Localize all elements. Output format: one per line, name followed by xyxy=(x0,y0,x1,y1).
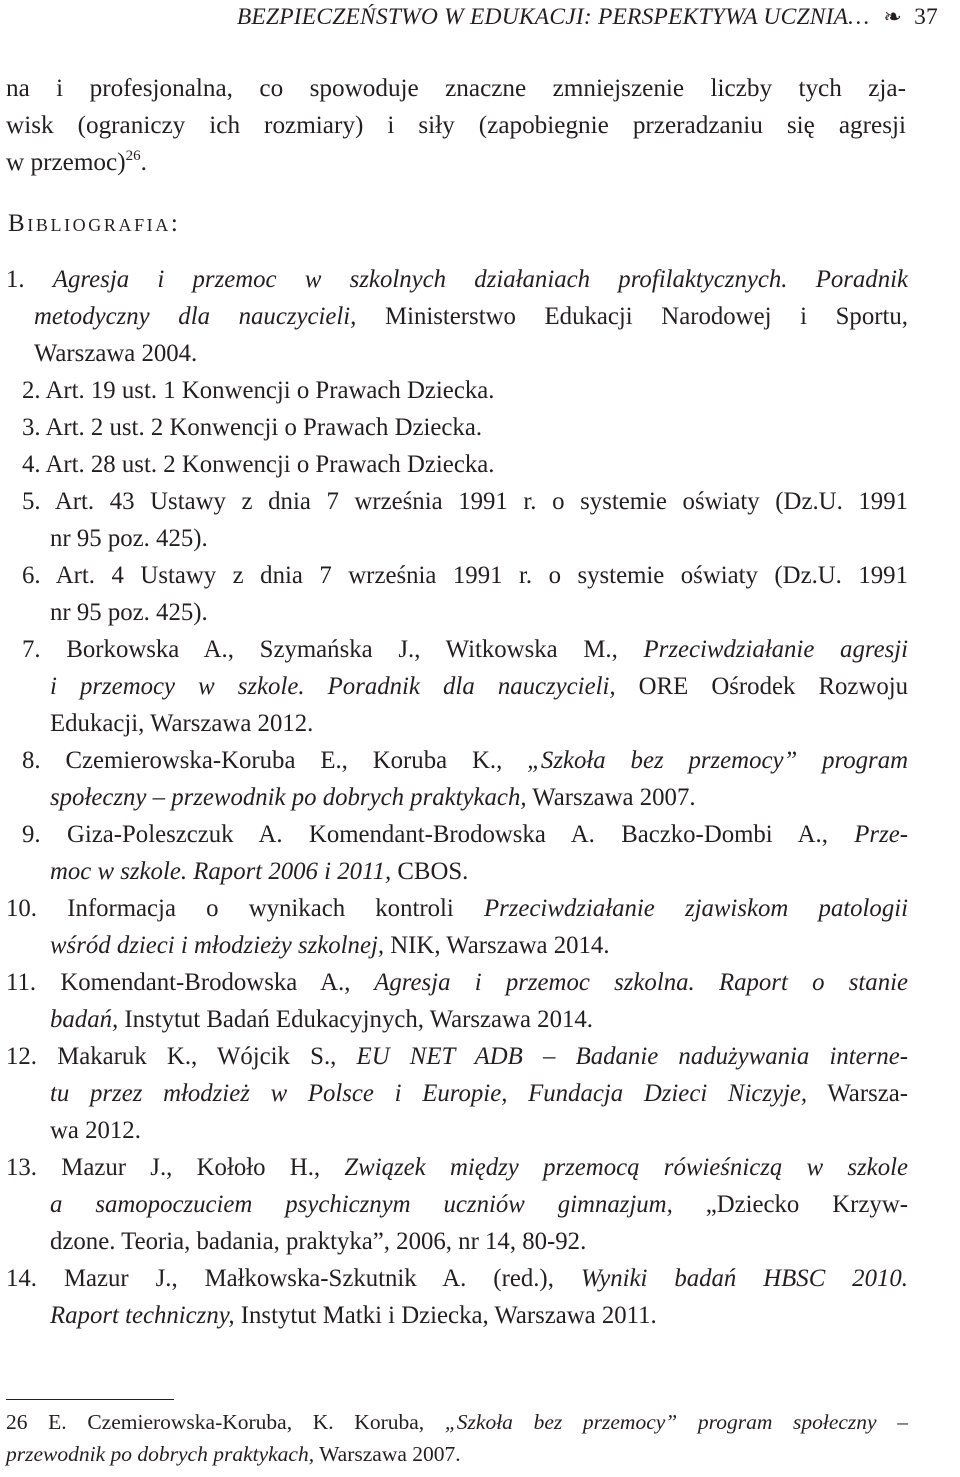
bibliography-entry xyxy=(6,1149,908,1260)
bibliography-entry xyxy=(6,1260,908,1334)
entry-line: tu przez młodzież w Polsce i Europie, Fundacja Dzieci Niczyje, Warsza- xyxy=(50,1080,908,1107)
footnote-line: przewodnik po dobrych praktykach, Warszawa 2007. xyxy=(6,1442,461,1466)
bibliography-entry xyxy=(6,483,908,557)
footnote-reference[interactable]: 26 xyxy=(125,148,141,164)
entry-line: 4. Art. 28 ust. 2 Konwencji o Prawach Dziecka. xyxy=(22,451,495,478)
bibliography-entry xyxy=(6,446,908,483)
bibliography-entry xyxy=(6,816,908,890)
entry-line: wśród dzieci i młodzieży szkolnej, NIK, Warszawa 2014. xyxy=(50,932,610,959)
entry-line: 10. Informacja o wynikach kontroli Przeciwdziałanie zjawiskom patologii xyxy=(6,895,908,922)
body-line: na i profesjonalna, co spowoduje znaczne zmniejszenie liczby tych zja- xyxy=(6,75,906,102)
entry-line: i przemocy w szkole. Poradnik dla nauczycieli, ORE Ośrodek Rozwoju xyxy=(50,673,909,700)
entry-line: Edukacji, Warszawa 2012. xyxy=(50,710,314,737)
running-header xyxy=(178,4,938,31)
fleuron-icon: ❧ xyxy=(883,4,903,29)
bibliography-entry xyxy=(6,631,908,742)
bibliography-heading: Bibliografia: xyxy=(8,210,181,237)
entry-line: Raport techniczny, Instytut Matki i Dziecka, Warszawa 2011. xyxy=(50,1302,657,1329)
entry-line: 7. Borkowska A., Szymańska J., Witkowska M., Przeciwdziałanie agresji xyxy=(22,636,909,663)
entry-line: 3. Art. 2 ust. 2 Konwencji o Prawach Dziecka. xyxy=(22,414,483,441)
body-line: w przemoc)$^{26}$. xyxy=(6,148,147,176)
bibliography-entry xyxy=(6,742,908,816)
page-number: 37 xyxy=(914,4,938,30)
footnote-line: 26 E. Czemierowska-Koruba, K. Koruba, „Szkoła bez przemocy” program społeczny – xyxy=(6,1410,908,1434)
entry-line: 8. Czemierowska-Koruba E., Koruba K., „Szkoła bez przemocy” program xyxy=(22,747,909,774)
entry-line: 2. Art. 19 ust. 1 Konwencji o Prawach Dziecka. xyxy=(22,377,495,404)
bibliography-entry xyxy=(6,557,908,631)
entry-line: wa 2012. xyxy=(50,1117,141,1144)
footnote-number: 26 xyxy=(6,1410,28,1434)
entry-line: Warszawa 2004. xyxy=(34,340,198,367)
body-line: wisk (ograniczy ich rozmiary) i siły (zapobiegnie przeradzaniu się agresji xyxy=(6,112,906,139)
entry-line: 11. Komendant-Brodowska A., Agresja i przemoc szkolna. Raport o stanie xyxy=(6,969,908,996)
entry-line: 5. Art. 43 Ustawy z dnia 7 września 1991 r. o systemie oświaty (Dz.U. 1991 xyxy=(22,488,908,515)
entry-line: 14. Mazur J., Małkowska-Szkutnik A. (red.), Wyniki badań HBSC 2010. xyxy=(6,1265,908,1292)
entry-line: 13. Mazur J., Kołoło H., Związek między przemocą rówieśniczą w szkole xyxy=(6,1154,908,1181)
footnote-divider xyxy=(6,1399,174,1400)
entry-line: nr 95 poz. 425). xyxy=(50,599,208,626)
footnote xyxy=(6,1406,908,1470)
entry-line: nr 95 poz. 425). xyxy=(50,525,208,552)
running-title: BEZPIECZEŃSTWO W EDUKACJI: PERSPEKTYWA UCZNIA… xyxy=(236,4,870,30)
entry-line: 1. Agresja i przemoc w szkolnych działaniach profilaktycznych. Poradnik xyxy=(6,266,909,293)
bibliography-entry xyxy=(6,964,908,1038)
bibliography-list xyxy=(6,261,908,1334)
entry-line: badań, Instytut Badań Edukacyjnych, Warszawa 2014. xyxy=(50,1006,593,1033)
entry-line: moc w szkole. Raport 2006 i 2011, CBOS. xyxy=(50,858,469,885)
entry-line: metodyczny dla nauczycieli, Ministerstwo Edukacji Narodowej i Sportu, xyxy=(34,303,908,330)
bibliography-entry xyxy=(6,261,908,372)
bibliography-entry xyxy=(6,890,908,964)
entry-line: 6. Art. 4 Ustawy z dnia 7 września 1991 r. o systemie oświaty (Dz.U. 1991 xyxy=(22,562,908,589)
entry-line: 12. Makaruk K., Wójcik S., EU NET ADB – Badanie nadużywania interne- xyxy=(6,1043,908,1070)
entry-line: a samopoczuciem psychicznym uczniów gimnazjum, „Dziecko Krzyw- xyxy=(50,1191,908,1218)
entry-line: 9. Giza-Poleszczuk A. Komendant-Brodowska A. Baczko-Dombi A., Prze- xyxy=(22,821,908,848)
bibliography-entry xyxy=(6,1038,908,1149)
body-paragraph xyxy=(6,70,906,181)
bibliography-entry xyxy=(6,409,908,446)
entry-line: dzone. Teoria, badania, praktyka”, 2006, nr 14, 80-92. xyxy=(50,1228,587,1255)
bibliography-entry xyxy=(6,372,908,409)
entry-line: społeczny – przewodnik po dobrych praktykach, Warszawa 2007. xyxy=(50,784,696,811)
